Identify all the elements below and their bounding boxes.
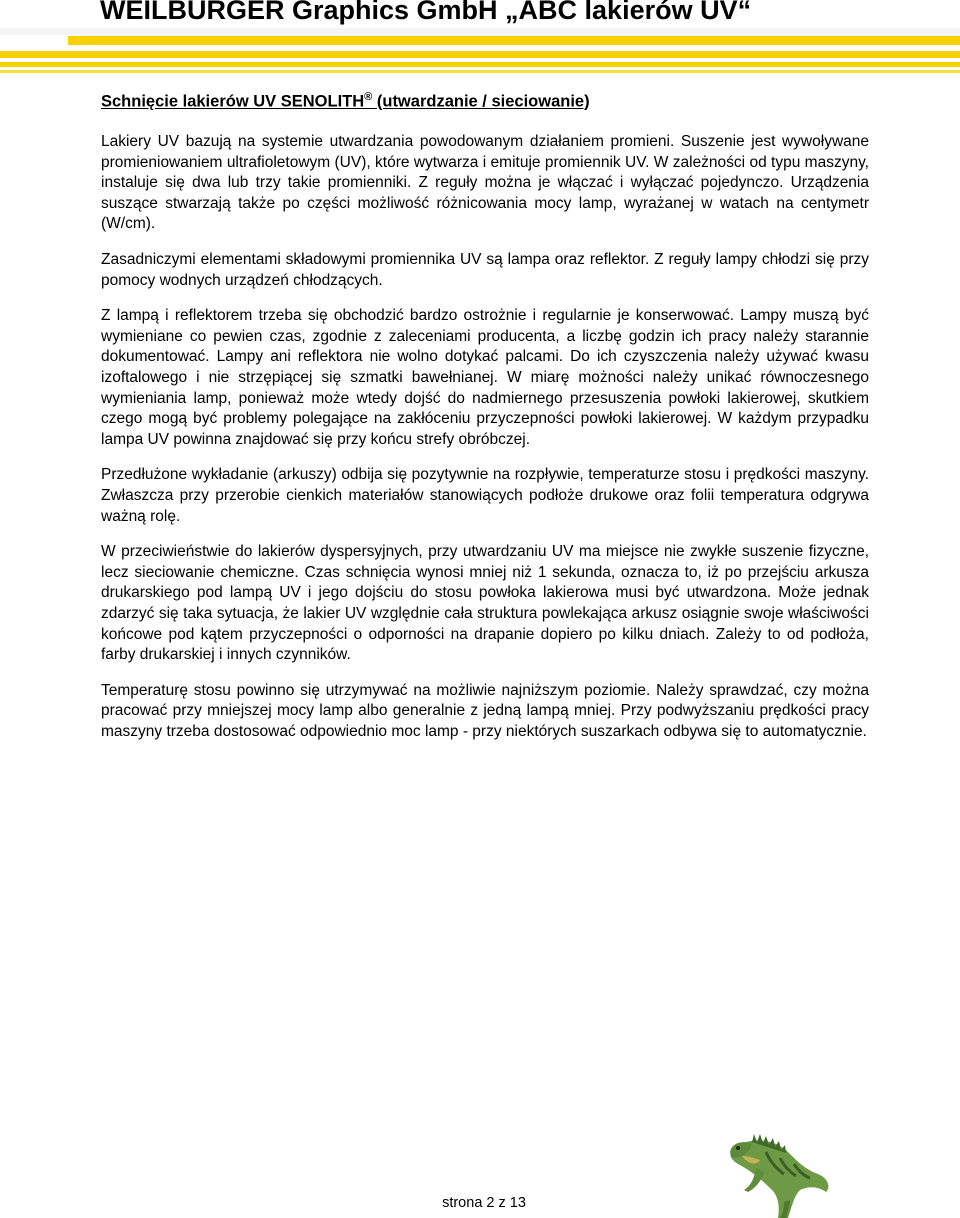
header-stripe — [0, 28, 960, 35]
paragraph: Zasadniczymi elementami składowymi promiennika UV są lampa oraz reflektor. Z reguły lampy chłodzi się przy pomocy wodnych urządzeń chłodzących. — [101, 251, 869, 289]
header-stripe — [68, 36, 960, 45]
section-heading-main: Schnięcie lakierów UV SENOLITH — [101, 92, 365, 111]
header-stripes — [0, 24, 960, 76]
document-body — [101, 87, 869, 758]
iguana-icon — [726, 1130, 836, 1218]
paragraph: Z lampą i reflektorem trzeba się obchodzić bardzo ostrożnie i regularnie je konserwować. Lampy muszą być wymieniane co pewien czas, zgodnie z zaleceniami producenta, a liczbę godzin ich pracy należy starannie dokumentować. Lampy ani reflektora nie wolno dotykać palcami. Do ich czyszczenia należy używać kwasu izoftalowego i nie strzępiącej się szmatki bawełnianej. W miarę możności należy unikać równoczesnego wymieniania lamp, ponieważ może wtedy dojść do nadmiernego przesuszenia powłoki lakierowej, skutkiem czego mogą być problemy polegające na zakłóceniu przyczepności powłoki lakierowej. W każdym przypadku lampa UV powinna znajdować się przy końcu strefy obróbczej. — [101, 307, 869, 448]
page-number: strona 2 z 13 — [442, 1195, 526, 1211]
registered-mark: ® — [364, 91, 373, 103]
paragraph: Przedłużone wykładanie (arkuszy) odbija się pozytywnie na rozpływie, temperaturze stosu i prędkości maszyny. Zwłaszcza przy przerobie cienkich materiałów stanowiących podłoże drukowe oraz folii temperatura odgrywa ważną rolę. — [101, 466, 869, 525]
paragraph: W przeciwieństwie do lakierów dyspersyjnych, przy utwardzaniu UV ma miejsce nie zwykłe suszenie fizyczne, lecz sieciowanie chemiczne. Czas schnięcia wynosi mniej niż 1 sekunda, oznacza to, iż po przejściu arkusza drukarskiego pod lampą UV i jego dojściu do stosu powłoka lakierowa musi być utwardzona. Może jednak zdarzyć się taka sytuacja, że lakier UV względnie cała struktura powlekająca arkusz osiągnie swoje właściwości końcowe pod kątem przyczepności o odporności na drapanie dopiero po kilku dniach. Zależy to od podłoża, farby drukarskiej i innych czynników. — [101, 543, 869, 664]
section-heading — [101, 87, 869, 112]
header-stripe — [0, 51, 960, 58]
section-heading-rest: (utwardzanie / sieciowanie) — [372, 92, 590, 111]
document-header-title: WEILBURGER Graphics GmbH „ABC lakierów UV“ — [100, 0, 752, 25]
paragraph: Temperaturę stosu powinno się utrzymywać na możliwie najniższym poziomie. Należy sprawdzać, czy można pracować przy mniejszej mocy lamp albo generalnie z jedną lampą mniej. Przy podwyższaniu prędkości pracy maszyny trzeba dostosować odpowiednio moc lamp - przy niektórych suszarkach odbywa się to automatycznie. — [101, 681, 869, 740]
header-stripe — [0, 62, 960, 67]
header-stripe — [0, 70, 960, 73]
paragraph: Lakiery UV bazują na systemie utwardzania powodowanym działaniem promieni. Suszenie jest wywoływane promieniowaniem ultrafioletowym (UV), które wytwarza i emituje promiennik UV. W zależności od typu maszyny, instaluje się dwa lub trzy takie promienniki. Z reguły można je włączać i wyłączać pojedynczo. Urządzenia suszące stwarzają także po części możliwość różnicowania mocy lamp, wyrażanej w watach na centymetr (W/cm). — [101, 133, 869, 233]
